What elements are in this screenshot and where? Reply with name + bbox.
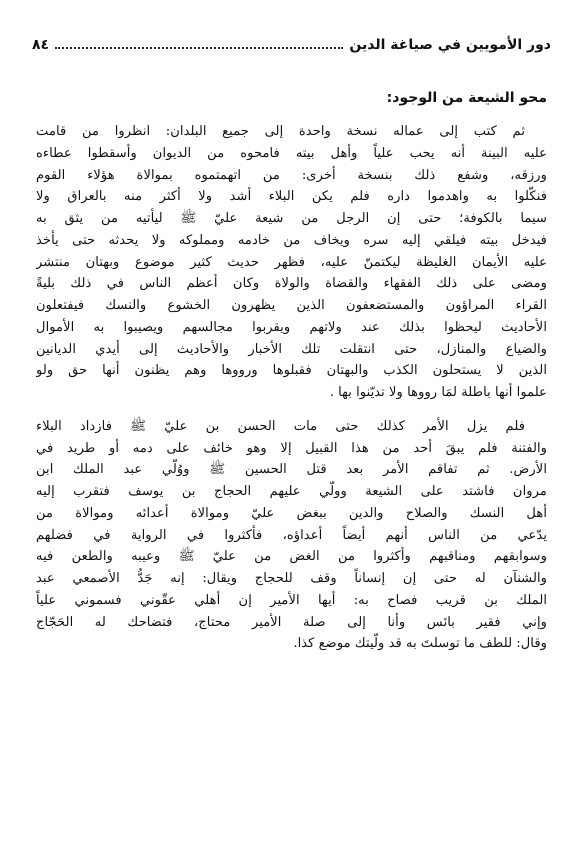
text-line: علموا أنها باطلة لمَا رووها ولا تديّنوا بها . bbox=[329, 385, 547, 400]
text-line: والضياع والمنازل، حتى انتقلت تلك الأخبار والأحاديث إلى أيدي الديانين bbox=[36, 341, 547, 357]
body-text bbox=[36, 121, 547, 655]
text-line: الملك بن قريب فصاح به: أيها الأمير إن أهلي عقّوني فسموني علياً bbox=[36, 592, 547, 608]
paragraph-gap bbox=[36, 404, 547, 416]
book-title: دور الأمويين في صياغة الدين bbox=[349, 37, 551, 53]
text-line: الذين لا يستحلون الكذب والبهتان فقبلوها ورووها وهم يظنون أنها حق ولو bbox=[36, 363, 547, 379]
text-line: وسوابقهم ومناقبهم وأكثروا من الغض من عليّ ﷺ وعيبه والطعن فيه bbox=[36, 549, 547, 565]
text-line: سيما بالكوفة؛ حتى إن الرجل من شيعة عليّ ﷺ ليأتيه من يثق به bbox=[36, 211, 547, 226]
section-heading: محو الشيعة من الوجود: bbox=[386, 90, 547, 106]
text-line: فيدخل بيته فيلقي إليه سره ويخاف من خادمه ومملوكه ولا يحدثه حتى يأخذ bbox=[36, 232, 547, 248]
text-line: وإني فقير بائس وأنا إلى صلة الأمير محتاج، فتضاحك له الحَجّاج bbox=[36, 614, 547, 630]
text-line: ثم كتب إلى عماله نسخة واحدة إلى جميع البلدان: انظروا من قامت bbox=[36, 124, 525, 139]
text-line: ورزقه، وشفع ذلك بنسخة أخرى: من اتهمتموه بموالاة هؤلاء القوم bbox=[36, 167, 547, 183]
text-line: يدّعي من الناس أنهم أيضاً أعداؤه، فأكثروا في الرواية في فضلهم bbox=[36, 527, 547, 543]
text-line: والفتنة فلم يبقَ أحد من هذا القبيل إلا وهو خائف على دمه أو طريد في bbox=[36, 440, 547, 456]
paragraph bbox=[36, 121, 547, 404]
text-line: الأرض. ثم تفاقم الأمر بعد قتل الحسين ﷺ ووُلّي عبد الملك ابن bbox=[36, 462, 547, 478]
dotted-leader bbox=[55, 47, 343, 49]
text-line: فنكّلوا به واهدموا داره فلم يكن البلاء أشد ولا أكثر منه بالعراق ولا bbox=[36, 189, 547, 205]
text-line: وقال: للطف ما توسلتَ به قد ولّيتك موضع كذا. bbox=[293, 636, 547, 652]
text-line: أهل النسك والصلاح والدين ببغض عليّ وموالاة أعدائه وموالاة من bbox=[36, 505, 547, 521]
text-line: القراء المراؤون والمستضعفون الذين يظهرون الخشوع والنسك فيفتعلون bbox=[36, 298, 547, 313]
running-header bbox=[32, 34, 551, 56]
text-line: عليه الأيمان الغليظة ليكتمنّ عليه، فظهر حديث كثير موضوع وبهتان منتشر bbox=[36, 254, 547, 270]
text-line: عليه البينة أنه يحب علياً وأهل بيته فامحوه من الديوان وأسقطوا عطاءه bbox=[36, 145, 547, 161]
page-number: ٨٤ bbox=[32, 37, 50, 53]
paragraph bbox=[36, 416, 547, 655]
text-line: ومضى على ذلك الفقهاء والقضاة والولاة وكان أعظم الناس في ذلك بليةً bbox=[36, 276, 547, 292]
text-line: الأحاديث ليحظوا بذلك عند ولاتهم ويقربوا مجالسهم ويصيبوا به الأموال bbox=[36, 319, 547, 335]
text-line: مروان فاشتد على الشيعة وولّي عليهم الحجاج بن يوسف فتقرب إليه bbox=[36, 484, 547, 499]
text-line: فلم يزل الأمر كذلك حتى مات الحسن بن عليّ ﷺ فازداد البلاء bbox=[36, 418, 525, 434]
text-line: والشنآن له حتى إن إنساناً وقف للحجاج ويقال: إنه جَدُّ الأصمعي عبد bbox=[36, 571, 547, 586]
